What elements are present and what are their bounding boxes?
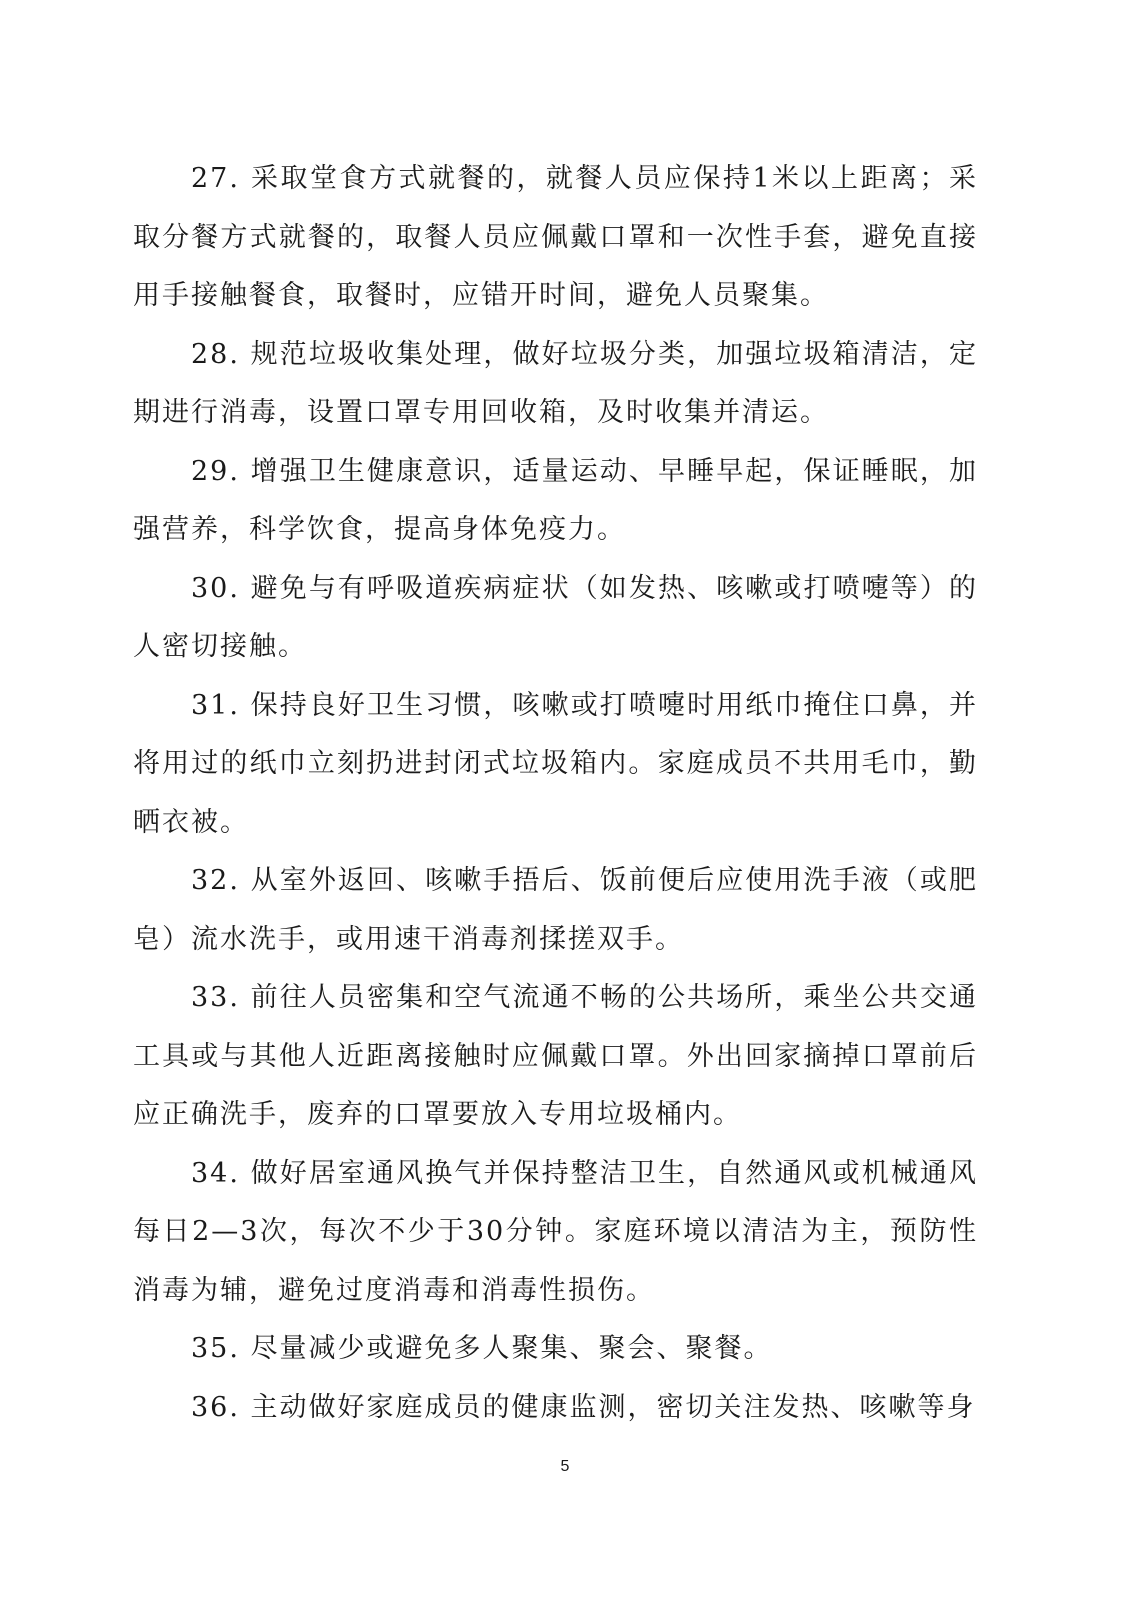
paragraph-31: 31. 保持良好卫生习惯，咳嗽或打喷嚏时用纸巾掩住口鼻，并将用过的纸巾立刻扔进封闭式垃圾箱内。家庭成员不共用毛巾，勤晒衣被。 (133, 689, 978, 838)
paragraph-27: 27. 采取堂食方式就餐的，就餐人员应保持1米以上距离；采取分餐方式就餐的，取餐人员应佩戴口罩和一次性手套，避免直接用手接触餐食，取餐时，应错开时间，避免人员聚集。 (133, 163, 978, 311)
page-number: 5 (560, 1458, 570, 1475)
paragraph-30: 30. 避免与有呼吸道疾病症状（如发热、咳嗽或打喷嚏等）的人密切接触。 (133, 572, 978, 662)
paragraph-32: 32. 从室外返回、咳嗽手捂后、饭前便后应使用洗手液（或肥皂）流水洗手，或用速干消毒剂揉搓双手。 (133, 865, 978, 955)
paragraph-35: 35. 尽量减少或避免多人聚集、聚会、聚餐。 (191, 1333, 773, 1364)
paragraph-33: 33. 前往人员密集和空气流通不畅的公共场所，乘坐公共交通工具或与其他人近距离接触时应佩戴口罩。外出回家摘掉口罩前后应正确洗手，废弃的口罩要放入专用垃圾桶内。 (133, 982, 978, 1130)
body-text (133, 150, 978, 1437)
paragraph-28: 28. 规范垃圾收集处理，做好垃圾分类，加强垃圾箱清洁，定期进行消毒，设置口罩专用回收箱，及时收集并清运。 (133, 338, 978, 428)
paragraph-36: 36. 主动做好家庭成员的健康监测，密切关注发热、咳嗽等身 (191, 1391, 976, 1423)
paragraph-34: 34. 做好居室通风换气并保持整洁卫生，自然通风或机械通风每日2—3次，每次不少于30分钟。家庭环境以清洁为主，预防性消毒为辅，避免过度消毒和消毒性损伤。 (133, 1157, 978, 1306)
paragraph-29: 29. 增强卫生健康意识，适量运动、早睡早起，保证睡眠，加强营养，科学饮食，提高身体免疫力。 (133, 455, 978, 545)
